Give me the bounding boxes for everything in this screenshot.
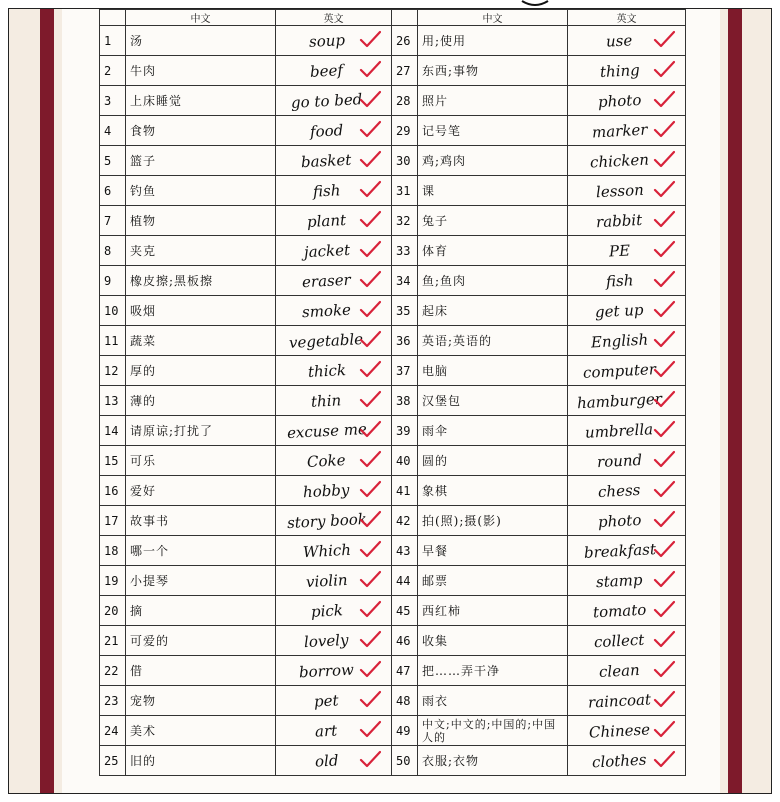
handwritten-answer: thing	[599, 60, 640, 81]
item-number-left: 15	[100, 446, 126, 476]
item-number-right: 37	[392, 356, 418, 386]
checkmark-icon	[359, 539, 381, 559]
checkmark-icon	[359, 659, 381, 679]
table-row	[100, 296, 686, 326]
english-answer-cell-left	[276, 116, 392, 146]
handwritten-answer: clothes	[591, 750, 648, 771]
checkmark-icon	[359, 419, 381, 439]
item-number-right: 30	[392, 146, 418, 176]
chinese-term-right: 记号笔	[418, 116, 568, 146]
item-number-left: 21	[100, 626, 126, 656]
item-number-left: 18	[100, 536, 126, 566]
chinese-term-right: 课	[418, 176, 568, 206]
chinese-term-left: 小提琴	[126, 566, 276, 596]
english-answer-cell-left	[276, 716, 392, 746]
chinese-term-right: 起床	[418, 296, 568, 326]
checkmark-icon	[653, 59, 675, 79]
handwritten-answer: collect	[593, 630, 646, 651]
checkmark-icon	[653, 209, 675, 229]
english-answer-cell-left	[276, 416, 392, 446]
table-row	[100, 86, 686, 116]
chinese-term-right: 鱼;鱼肉	[418, 266, 568, 296]
english-answer-cell-left	[276, 446, 392, 476]
table-row	[100, 116, 686, 146]
chinese-term-right: 衣服;衣物	[418, 746, 568, 776]
handwritten-answer: computer	[582, 359, 657, 382]
chinese-term-left: 橡皮擦;黑板擦	[126, 266, 276, 296]
handwritten-answer: soup	[308, 30, 345, 51]
table-row	[100, 716, 686, 746]
chinese-term-left: 宠物	[126, 686, 276, 716]
english-answer-cell-left	[276, 26, 392, 56]
chinese-term-left: 请原谅;打扰了	[126, 416, 276, 446]
handwritten-answer: Which	[302, 540, 351, 561]
english-answer-cell-right	[568, 746, 686, 776]
chinese-term-right: 照片	[418, 86, 568, 116]
english-answer-cell-left	[276, 746, 392, 776]
table-header-row	[100, 10, 686, 26]
checkmark-icon	[359, 239, 381, 259]
checkmark-icon	[359, 59, 381, 79]
chinese-term-left: 钓鱼	[126, 176, 276, 206]
checkmark-icon	[359, 209, 381, 229]
chinese-term-left: 篮子	[126, 146, 276, 176]
checkmark-icon	[653, 659, 675, 679]
item-number-left: 23	[100, 686, 126, 716]
table-row	[100, 176, 686, 206]
handwritten-answer: photo	[597, 510, 642, 531]
handwritten-answer: hamburger	[576, 389, 663, 412]
checkmark-icon	[359, 449, 381, 469]
chinese-term-right: 邮票	[418, 566, 568, 596]
chinese-term-left: 上床睡觉	[126, 86, 276, 116]
table-row	[100, 236, 686, 266]
checkmark-icon	[653, 329, 675, 349]
chinese-term-right: 用;使用	[418, 26, 568, 56]
english-answer-cell-left	[276, 536, 392, 566]
english-answer-cell-right	[568, 86, 686, 116]
checkmark-icon	[653, 749, 675, 769]
chinese-term-right: 拍(照);摄(影)	[418, 506, 568, 536]
checkmark-icon	[359, 359, 381, 379]
chinese-term-left: 爱好	[126, 476, 276, 506]
chinese-term-right: 早餐	[418, 536, 568, 566]
item-number-left: 6	[100, 176, 126, 206]
english-answer-cell-right	[568, 686, 686, 716]
chinese-term-left: 薄的	[126, 386, 276, 416]
handwritten-answer: clean	[598, 660, 641, 681]
table-row	[100, 686, 686, 716]
handwritten-answer: art	[314, 720, 339, 741]
item-number-left: 16	[100, 476, 126, 506]
handwritten-answer: raincoat	[587, 689, 652, 712]
english-answer-cell-right	[568, 56, 686, 86]
header-num-left	[100, 10, 126, 26]
checkmark-icon	[653, 389, 675, 409]
checkmark-icon	[653, 629, 675, 649]
english-answer-cell-left	[276, 86, 392, 116]
item-number-right: 49	[392, 716, 418, 746]
item-number-right: 33	[392, 236, 418, 266]
checkmark-icon	[359, 179, 381, 199]
english-answer-cell-left	[276, 596, 392, 626]
handwritten-answer: old	[314, 750, 339, 771]
checkmark-icon	[653, 689, 675, 709]
handwritten-answer: photo	[597, 90, 642, 111]
chinese-term-left: 吸烟	[126, 296, 276, 326]
chinese-term-right: 收集	[418, 626, 568, 656]
item-number-left: 13	[100, 386, 126, 416]
english-answer-cell-left	[276, 176, 392, 206]
table-row	[100, 446, 686, 476]
checkmark-icon	[653, 149, 675, 169]
table-row	[100, 206, 686, 236]
handwritten-answer: pick	[310, 600, 343, 621]
handwritten-answer: food	[309, 120, 344, 141]
chinese-term-left: 摘	[126, 596, 276, 626]
handwritten-answer: umbrella	[585, 419, 654, 442]
handwritten-answer: violin	[305, 570, 348, 591]
checkmark-icon	[653, 479, 675, 499]
item-number-left: 10	[100, 296, 126, 326]
chinese-term-left: 汤	[126, 26, 276, 56]
item-number-right: 48	[392, 686, 418, 716]
english-answer-cell-right	[568, 416, 686, 446]
item-number-right: 43	[392, 536, 418, 566]
chinese-term-left: 可乐	[126, 446, 276, 476]
handwritten-answer: lesson	[595, 180, 644, 201]
english-answer-cell-right	[568, 356, 686, 386]
checkmark-icon	[653, 719, 675, 739]
english-answer-cell-right	[568, 536, 686, 566]
chinese-term-right: 英语;英语的	[418, 326, 568, 356]
english-answer-cell-left	[276, 296, 392, 326]
checkmark-icon	[653, 419, 675, 439]
chinese-term-left: 可爱的	[126, 626, 276, 656]
table-row	[100, 566, 686, 596]
handwritten-answer: borrow	[298, 660, 355, 681]
chinese-term-right: 西红柿	[418, 596, 568, 626]
item-number-left: 24	[100, 716, 126, 746]
english-answer-cell-right	[568, 446, 686, 476]
item-number-right: 38	[392, 386, 418, 416]
table-row	[100, 536, 686, 566]
english-answer-cell-left	[276, 356, 392, 386]
checkmark-icon	[653, 29, 675, 49]
english-answer-cell-left	[276, 626, 392, 656]
english-answer-cell-left	[276, 146, 392, 176]
handwritten-answer: vegetable	[289, 329, 364, 352]
item-number-right: 34	[392, 266, 418, 296]
chinese-term-left: 厚的	[126, 356, 276, 386]
checkmark-icon	[359, 149, 381, 169]
checkmark-icon	[653, 119, 675, 139]
table-row	[100, 26, 686, 56]
item-number-right: 32	[392, 206, 418, 236]
chinese-term-left: 牛肉	[126, 56, 276, 86]
english-answer-cell-right	[568, 656, 686, 686]
chinese-term-left: 植物	[126, 206, 276, 236]
english-answer-cell-right	[568, 266, 686, 296]
header-num-right	[392, 10, 418, 26]
item-number-left: 2	[100, 56, 126, 86]
english-answer-cell-left	[276, 236, 392, 266]
handwritten-answer: go to bed	[290, 89, 363, 112]
english-answer-cell-right	[568, 476, 686, 506]
header-en-left: 英文	[276, 10, 392, 26]
english-answer-cell-right	[568, 26, 686, 56]
handwritten-answer: beef	[309, 60, 344, 81]
chinese-term-left: 蔬菜	[126, 326, 276, 356]
english-answer-cell-left	[276, 686, 392, 716]
checkmark-icon	[359, 389, 381, 409]
header-cn-right: 中文	[418, 10, 568, 26]
table-row	[100, 476, 686, 506]
checkmark-icon	[359, 629, 381, 649]
english-answer-cell-left	[276, 656, 392, 686]
table-row	[100, 146, 686, 176]
right-binding-bar	[728, 9, 742, 793]
item-number-left: 4	[100, 116, 126, 146]
table-row	[100, 266, 686, 296]
item-number-left: 7	[100, 206, 126, 236]
item-number-left: 25	[100, 746, 126, 776]
chinese-term-left: 哪一个	[126, 536, 276, 566]
chinese-term-left: 旧的	[126, 746, 276, 776]
handwritten-answer: stamp	[595, 570, 644, 591]
checkmark-icon	[359, 29, 381, 49]
handwritten-answer: thin	[310, 390, 343, 411]
item-number-left: 17	[100, 506, 126, 536]
checkmark-icon	[359, 719, 381, 739]
handwritten-answer: Coke	[306, 450, 347, 471]
checkmark-icon	[359, 569, 381, 589]
handwritten-answer: pet	[313, 690, 340, 711]
english-answer-cell-right	[568, 716, 686, 746]
item-number-right: 41	[392, 476, 418, 506]
table-row	[100, 626, 686, 656]
english-answer-cell-right	[568, 566, 686, 596]
item-number-left: 20	[100, 596, 126, 626]
english-answer-cell-right	[568, 236, 686, 266]
english-answer-cell-right	[568, 326, 686, 356]
item-number-right: 28	[392, 86, 418, 116]
english-answer-cell-left	[276, 266, 392, 296]
checkmark-icon	[359, 749, 381, 769]
item-number-right: 44	[392, 566, 418, 596]
handwritten-answer: chicken	[589, 149, 650, 172]
english-answer-cell-left	[276, 326, 392, 356]
chinese-term-right: 鸡;鸡肉	[418, 146, 568, 176]
handwritten-answer: excuse me	[286, 419, 367, 442]
english-answer-cell-left	[276, 506, 392, 536]
english-answer-cell-right	[568, 596, 686, 626]
checkmark-icon	[653, 269, 675, 289]
table-row	[100, 746, 686, 776]
checkmark-icon	[359, 89, 381, 109]
english-answer-cell-right	[568, 626, 686, 656]
chinese-term-right: 雨衣	[418, 686, 568, 716]
handwritten-answer: fish	[605, 270, 634, 291]
english-answer-cell-right	[568, 176, 686, 206]
table-row	[100, 56, 686, 86]
english-answer-cell-right	[568, 506, 686, 536]
item-number-right: 50	[392, 746, 418, 776]
item-number-right: 40	[392, 446, 418, 476]
english-answer-cell-left	[276, 566, 392, 596]
checkmark-icon	[359, 299, 381, 319]
handwritten-answer: round	[596, 450, 643, 471]
chinese-term-right: 电脑	[418, 356, 568, 386]
handwritten-answer: thick	[307, 360, 346, 381]
english-answer-cell-left	[276, 56, 392, 86]
table-row	[100, 416, 686, 446]
chinese-term-right: 象棋	[418, 476, 568, 506]
handwritten-answer: basket	[300, 150, 353, 171]
item-number-right: 36	[392, 326, 418, 356]
english-answer-cell-right	[568, 146, 686, 176]
chinese-term-left: 夹克	[126, 236, 276, 266]
checkmark-icon	[653, 509, 675, 529]
chinese-term-right: 兔子	[418, 206, 568, 236]
pen-mark	[520, 0, 550, 8]
handwritten-answer: story book	[286, 509, 367, 532]
english-answer-cell-left	[276, 386, 392, 416]
handwritten-answer: use	[605, 30, 634, 51]
checkmark-icon	[653, 569, 675, 589]
checkmark-icon	[359, 119, 381, 139]
chinese-term-right: 东西;事物	[418, 56, 568, 86]
handwritten-answer: eraser	[301, 270, 352, 291]
checkmark-icon	[653, 89, 675, 109]
checkmark-icon	[653, 299, 675, 319]
left-binding-bar	[40, 9, 54, 793]
vocabulary-table	[99, 9, 686, 776]
checkmark-icon	[653, 539, 675, 559]
chinese-term-right: 把……弄干净	[418, 656, 568, 686]
handwritten-answer: hobby	[302, 480, 351, 501]
english-answer-cell-right	[568, 116, 686, 146]
header-en-right: 英文	[568, 10, 686, 26]
handwritten-answer: English	[590, 330, 649, 351]
checkmark-icon	[653, 599, 675, 619]
item-number-right: 35	[392, 296, 418, 326]
item-number-right: 45	[392, 596, 418, 626]
chinese-term-right: 汉堡包	[418, 386, 568, 416]
checkmark-icon	[359, 269, 381, 289]
item-number-right: 46	[392, 626, 418, 656]
handwritten-answer: chess	[597, 480, 642, 501]
checkmark-icon	[653, 179, 675, 199]
item-number-left: 5	[100, 146, 126, 176]
table-row	[100, 386, 686, 416]
item-number-left: 22	[100, 656, 126, 686]
handwritten-answer: get up	[594, 300, 645, 321]
checkmark-icon	[359, 509, 381, 529]
checkmark-icon	[653, 449, 675, 469]
handwritten-answer: jacket	[303, 240, 350, 261]
handwritten-answer: tomato	[592, 600, 647, 621]
english-answer-cell-right	[568, 296, 686, 326]
checkmark-icon	[359, 599, 381, 619]
table-row	[100, 356, 686, 386]
handwritten-answer: fish	[312, 180, 341, 201]
chinese-term-left: 食物	[126, 116, 276, 146]
item-number-right: 29	[392, 116, 418, 146]
chinese-term-left: 故事书	[126, 506, 276, 536]
handwritten-answer: rabbit	[595, 210, 644, 231]
item-number-left: 12	[100, 356, 126, 386]
item-number-right: 26	[392, 26, 418, 56]
chinese-term-right: 体育	[418, 236, 568, 266]
table-row	[100, 596, 686, 626]
chinese-term-left: 美术	[126, 716, 276, 746]
table-row	[100, 506, 686, 536]
item-number-left: 14	[100, 416, 126, 446]
item-number-left: 3	[100, 86, 126, 116]
handwritten-answer: lovely	[303, 630, 350, 651]
handwritten-answer: PE	[608, 240, 631, 261]
checkmark-icon	[359, 689, 381, 709]
item-number-right: 31	[392, 176, 418, 206]
handwritten-answer: Chinese	[588, 719, 651, 742]
english-answer-cell-left	[276, 206, 392, 236]
item-number-right: 47	[392, 656, 418, 686]
handwritten-answer: breakfast	[583, 539, 656, 562]
handwritten-answer: smoke	[301, 300, 352, 321]
item-number-left: 11	[100, 326, 126, 356]
item-number-right: 27	[392, 56, 418, 86]
checkmark-icon	[359, 329, 381, 349]
item-number-right: 39	[392, 416, 418, 446]
checkmark-icon	[653, 359, 675, 379]
item-number-left: 1	[100, 26, 126, 56]
item-number-left: 8	[100, 236, 126, 266]
english-answer-cell-left	[276, 476, 392, 506]
checkmark-icon	[653, 239, 675, 259]
chinese-term-right: 中文;中文的;中国的;中国人的	[418, 716, 568, 746]
table-row	[100, 326, 686, 356]
item-number-right: 42	[392, 506, 418, 536]
item-number-left: 19	[100, 566, 126, 596]
english-answer-cell-right	[568, 386, 686, 416]
english-answer-cell-right	[568, 206, 686, 236]
handwritten-answer: marker	[591, 120, 648, 141]
item-number-left: 9	[100, 266, 126, 296]
chinese-term-left: 借	[126, 656, 276, 686]
chinese-term-right: 圆的	[418, 446, 568, 476]
header-cn-left: 中文	[126, 10, 276, 26]
chinese-term-right: 雨伞	[418, 416, 568, 446]
handwritten-answer: plant	[306, 210, 347, 231]
table-row	[100, 656, 686, 686]
checkmark-icon	[359, 479, 381, 499]
